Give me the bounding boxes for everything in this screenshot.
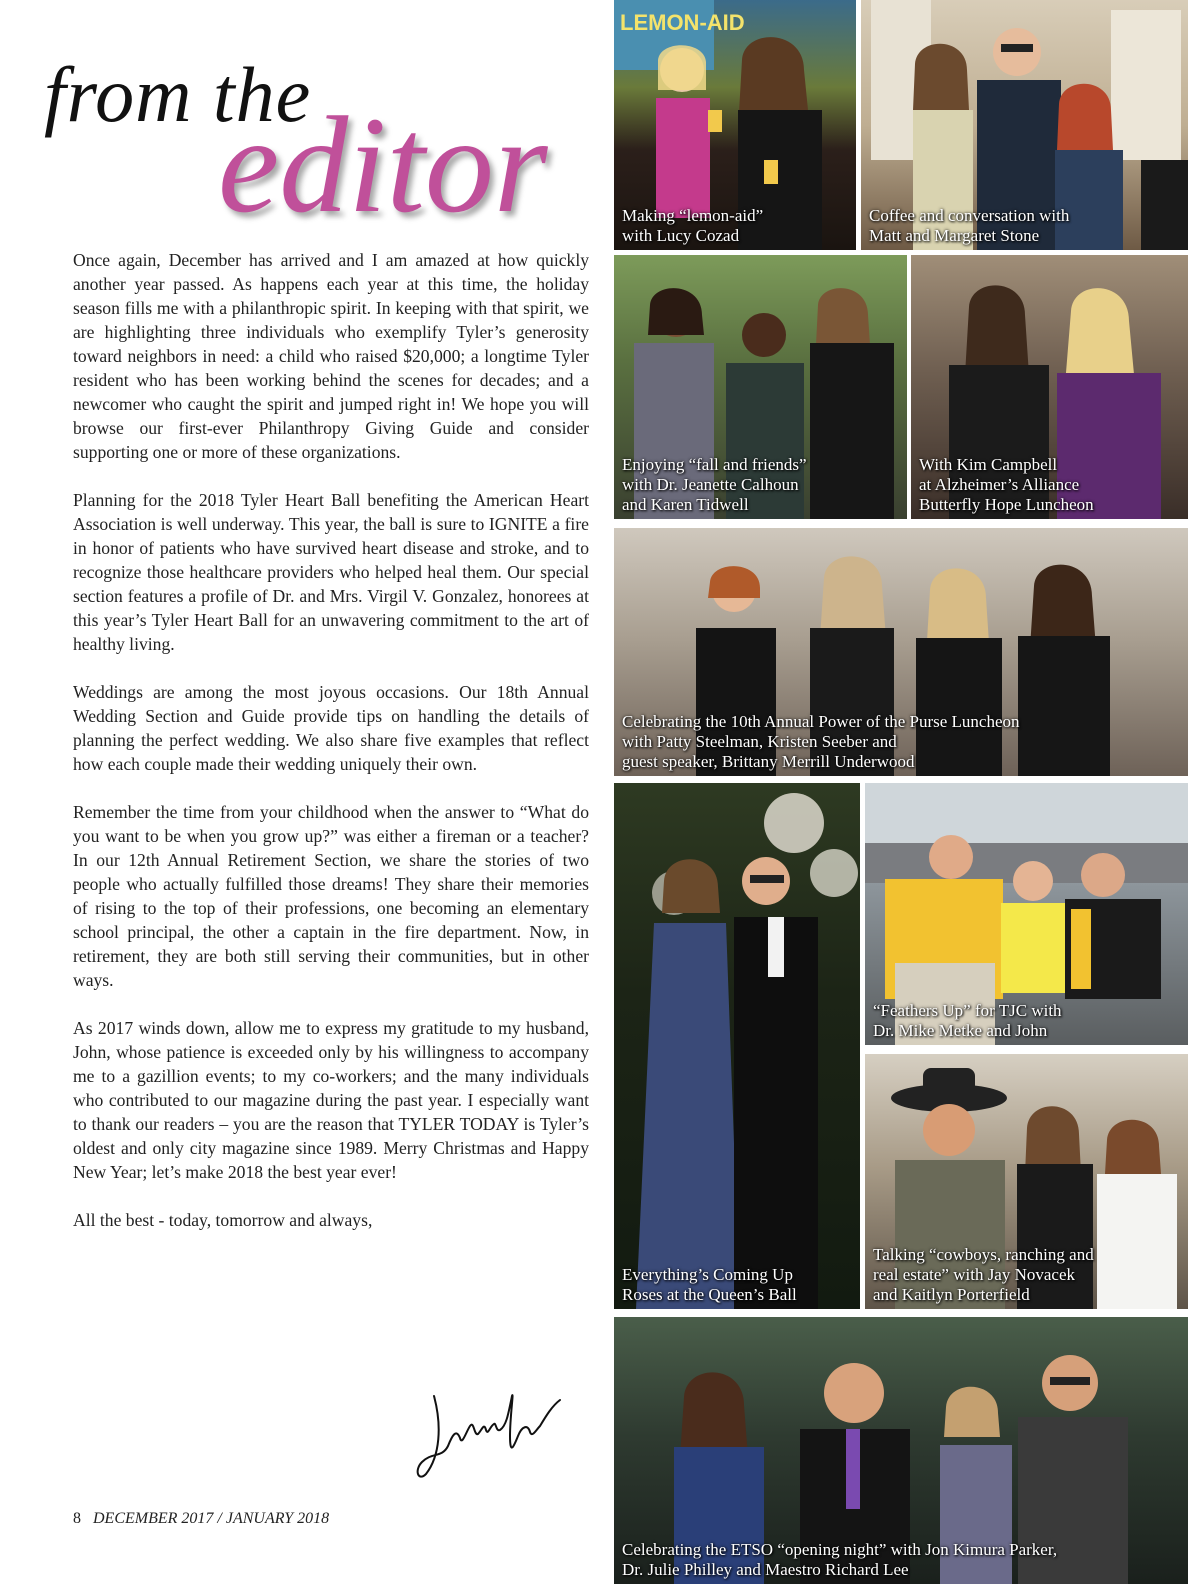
paragraph: Planning for the 2018 Tyler Heart Ball benefiting the American Heart Association is well underway. This year, the ball is sure to IGNITE a fire in honor of patients who have survived heart disease and stroke, and to recognize those healthcare providers who helped heal them. Our special section features a profile of Dr. and Mrs. Virgil V. Gonzalez, honorees at this year’s Tyler Heart Ball for an unwavering commitment to the art of healthy living. (73, 490, 589, 654)
photo-cowboys-ranching (865, 1054, 1188, 1309)
photo-caption: Coffee and conversation with Matt and Margaret Stone (869, 206, 1070, 245)
photo-coffee-conversation (861, 0, 1188, 250)
photo-power-of-the-purse (614, 528, 1188, 776)
photo-lemon-aid (614, 0, 856, 250)
paragraph: Remember the time from your childhood when the answer to “What do you want to be when you grow up?” was either a fireman or a teacher? In our 12th Annual Retirement Section, we share the stories of two people who actually fulfilled those dreams! They share their memories of rising to the top of their professions, one becoming an elementary school principal, the other a captain in the fire department. Now, in retirement, they are both still serving their communities, but in other ways. (73, 802, 589, 990)
photo-caption: Everything’s Coming Up Roses at the Queen’s Ball (622, 1265, 797, 1304)
photo-caption: “Feathers Up” for TJC with Dr. Mike Metke and John (873, 1001, 1062, 1040)
photo-caption: Making “lemon-aid” with Lucy Cozad (622, 206, 764, 245)
paragraph: Weddings are among the most joyous occasions. Our 18th Annual Wedding Section and Guide provide tips on handling the details of planning the perfect wedding. We also share five examples that reflect how each couple made their wedding uniquely their own. (73, 682, 589, 774)
photo-figures (614, 783, 860, 1309)
heading-from-the: from the (44, 51, 312, 138)
photo-caption: Celebrating the ETSO “opening night” with Jon Kimura Parker, Dr. Julie Philley and Maestro Richard Lee (622, 1540, 1058, 1579)
photo-caption: Celebrating the 10th Annual Power of the Purse Luncheon with Patty Steelman, Kristen Seeber and guest speaker, Brittany Merrill Underwood (622, 712, 1020, 771)
paragraph: As 2017 winds down, allow me to express my gratitude to my husband, John, whose patience is exceeded only by his willingness to accompany me to a gazillion events; to my co-workers; and the many individuals who contributed to our magazine during the past year. I especially want to thank our readers – you are the reason that TYLER TODAY is Tyler’s oldest and only city magazine since 1989. Merry Christmas and Happy New Year; let’s make 2018 the best year ever! (73, 1018, 589, 1182)
photo-caption: Enjoying “fall and friends” with Dr. Jeanette Calhoun and Karen Tidwell (622, 455, 807, 514)
closing-line: All the best - today, tomorrow and always, (73, 1210, 373, 1230)
page-number: 8 (73, 1510, 81, 1527)
photo-etso-opening-night (614, 1317, 1188, 1584)
editor-letter (73, 248, 589, 1256)
photo-caption: With Kim Campbell at Alzheimer’s Alliance Butterfly Hope Luncheon (919, 455, 1094, 514)
lemonade-sign-text: LEMON-AID (620, 10, 745, 35)
issue-date: DECEMBER 2017 / JANUARY 2018 (93, 1510, 330, 1527)
paragraph: Once again, December has arrived and I am amazed at how quickly another year passed. As happens each year at this time, the holiday season fills me with a philanthropic spirit. In keeping with that spirit, we are highlighting three individuals who exemplify Tyler’s generosity toward neighbors in need: a child who raised $20,000; a longtime Tyler resident who has been working behind the scenes for decades; and a newcomer who caught the spirit and jumped right in! We hope you will browse our first-ever Philanthropy Giving Guide and consider supporting one or more of these organizations. (73, 250, 589, 462)
photo-caption: Talking “cowboys, ranching and real estate” with Jay Novacek and Kaitlyn Porterfield (873, 1245, 1094, 1304)
heading-editor: editor (218, 88, 548, 241)
photo-feathers-up (865, 783, 1188, 1045)
page-footer (73, 1510, 329, 1528)
photo-queens-ball (614, 783, 860, 1309)
photo-butterfly-hope (911, 255, 1188, 519)
photo-fall-and-friends (614, 255, 907, 519)
signature-image (412, 1386, 572, 1486)
